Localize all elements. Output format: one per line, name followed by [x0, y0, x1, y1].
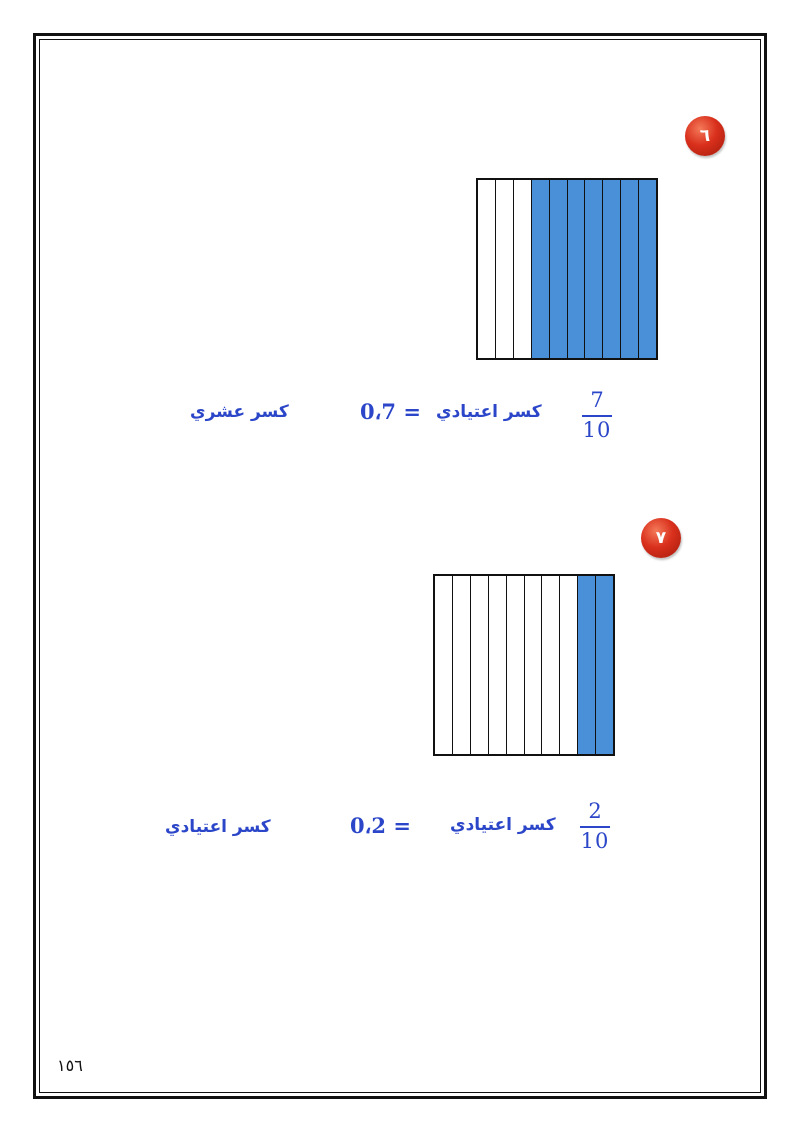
exercise-number-badge [685, 116, 725, 156]
empty-strip [525, 576, 543, 754]
empty-strip [514, 180, 532, 358]
fraction-numerator: 2 [588, 799, 602, 823]
decimal-equation: 0،2 = [350, 813, 411, 838]
page-number: ١٥٦ [57, 1056, 83, 1075]
empty-strip [489, 576, 507, 754]
empty-strip [453, 576, 471, 754]
fraction-denominator: 10 [582, 417, 612, 442]
common-fraction [580, 801, 610, 852]
exercise-number: ٧ [655, 528, 667, 548]
fraction-strip-grid [476, 178, 658, 360]
empty-strip [496, 180, 514, 358]
decimal-fraction-label: كسر عشري [190, 402, 289, 422]
empty-strip [478, 180, 496, 358]
shaded-strip [603, 180, 621, 358]
exercise-number: ٦ [699, 126, 711, 146]
fraction-strip-grid [433, 574, 615, 756]
shaded-strip [568, 180, 586, 358]
shaded-strip [550, 180, 568, 358]
common-fraction-label: كسر اعتيادي [450, 815, 556, 835]
decimal-equation: 0،7 = [360, 399, 421, 424]
shaded-strip [532, 180, 550, 358]
shaded-strip [596, 576, 613, 754]
exercise-number-badge [641, 518, 681, 558]
empty-strip [471, 576, 489, 754]
shaded-strip [621, 180, 639, 358]
fraction-numerator: 7 [590, 388, 604, 412]
shaded-strip [639, 180, 656, 358]
empty-strip [435, 576, 453, 754]
shaded-strip [578, 576, 596, 754]
fraction-denominator: 10 [580, 828, 610, 853]
answer-label: كسر اعتيادي [165, 817, 271, 837]
common-fraction-label: كسر اعتيادي [436, 402, 542, 422]
shaded-strip [585, 180, 603, 358]
empty-strip [542, 576, 560, 754]
empty-strip [507, 576, 525, 754]
empty-strip [560, 576, 578, 754]
common-fraction [582, 390, 612, 441]
